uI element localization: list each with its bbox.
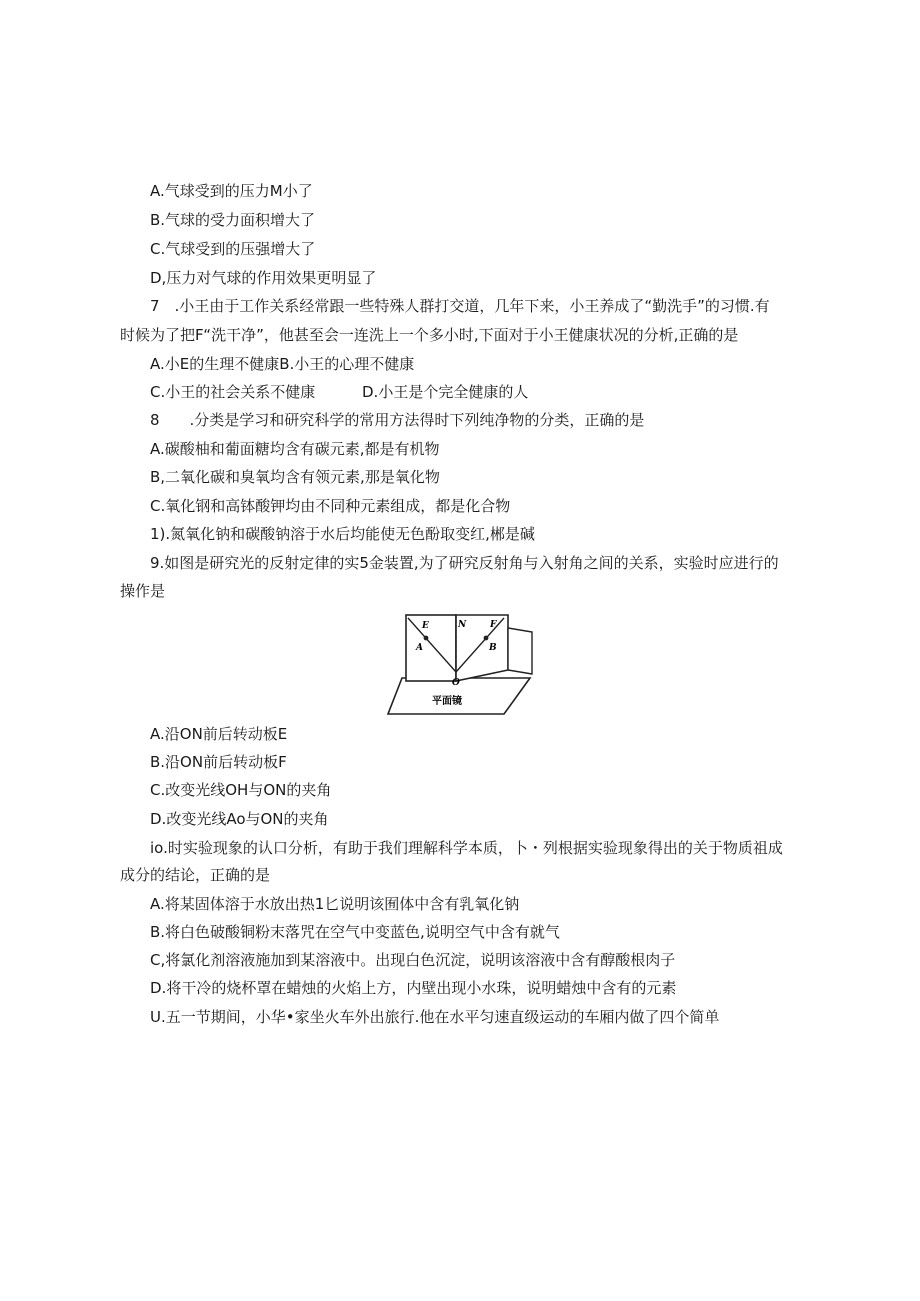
q10-option-c: C,将氯化剂溶液施加到某溶液中。出现白色沉淀，说明该溶液中含有醇酸根肉子 [150, 951, 676, 969]
label-a: A [416, 643, 423, 653]
q9-option-c: C.改变光线OH与ON的夹角 [150, 781, 332, 799]
q7-stem-line2: 时候为了把F“洗干净”，他甚至会一连洗上一个多小时,下面对于小王健康状况的分析,正确的是 [120, 326, 739, 344]
q8-stem: 8 .分类是学习和研究科学的常用方法得时下列纯净物的分类，正确的是 [150, 411, 645, 429]
q7-stem-line1: 7 .小王由于工作关系经常跟一些特殊人群打交道，几年下来，小王养成了“勤洗手”的习惯.有 [150, 297, 770, 315]
q8-option-d: 1).氮氧化钠和碳酸钠溶于水后均能使无色酚取变红,郴是碱 [150, 525, 535, 543]
label-f: F [490, 620, 497, 630]
q9-option-b: B.沿ON前后转动板F [150, 753, 287, 771]
q10-option-d: D.将干冷的烧杯罩在蜡烛的火焰上方，内壁出现小水珠，说明蜡烛中含有的元素 [150, 979, 677, 997]
q7-option-c: C.小王的社会关系不健康 [150, 383, 316, 401]
q9-stem-line1: 9.如图是研究光的反射定律的实5金装置,为了研究反射角与入射角之间的关系，实验时应进行的 [150, 554, 779, 572]
label-o: O [452, 678, 460, 688]
q8-option-b: B,二氧化碳和臭氧均含有领元素,那是氧化物 [150, 468, 440, 486]
q8-option-a: A.碳酸柚和葡面糖均含有碳元素,都是有机物 [150, 440, 440, 458]
reflection-experiment-figure [386, 610, 534, 716]
q7-options-ab: A.小E的生理不健康B.小王的心理不健康 [150, 355, 415, 373]
mirror-label: 平面镜 [432, 696, 462, 707]
q10-option-b: B.将白色破酸铜粉末落咒在空气中变蓝色,说明空气中含有就气 [150, 923, 560, 941]
q10-stem-line1: io.时实验现象的认口分析，有助于我们理解科学本质，卜・列根据实验现象得出的关于物质祖成 [150, 839, 783, 857]
q11-stem-line1: U.五一节期间，小华•家坐火车外出旅行.他在水平匀速直级运动的车厢内做了四个简单 [150, 1008, 720, 1026]
label-e: E [422, 621, 429, 631]
label-b: B [489, 643, 497, 653]
q6-option-b: B.气球的受力面积增大了 [150, 211, 316, 229]
q9-option-d: D.改变光线Ao与ON的夹角 [150, 810, 329, 828]
label-n: N [458, 620, 467, 630]
q7-option-d: D.小王是个完全健康的人 [362, 383, 529, 401]
q6-option-c: C.气球受到的压强增大了 [150, 240, 316, 258]
point-b [484, 636, 489, 641]
q8-option-c: C.氧化钢和高钵酸钾均由不同种元素组成，都是化合物 [150, 497, 511, 515]
q6-option-d: D,压力对气球的作用效果更明显了 [150, 269, 377, 287]
q6-option-a: A.气球受到的压力M小了 [150, 182, 313, 200]
q10-stem-line2: 成分的结论，正确的是 [120, 866, 271, 884]
q9-stem-line2: 操作是 [120, 582, 166, 600]
q9-option-a: A.沿ON前后转动板E [150, 725, 288, 743]
board-f-fold [508, 628, 532, 674]
q10-option-a: A.将某固体溶于水放出热1匕说明该囿体中含有乳氧化钠 [150, 895, 520, 913]
point-a [424, 636, 429, 641]
